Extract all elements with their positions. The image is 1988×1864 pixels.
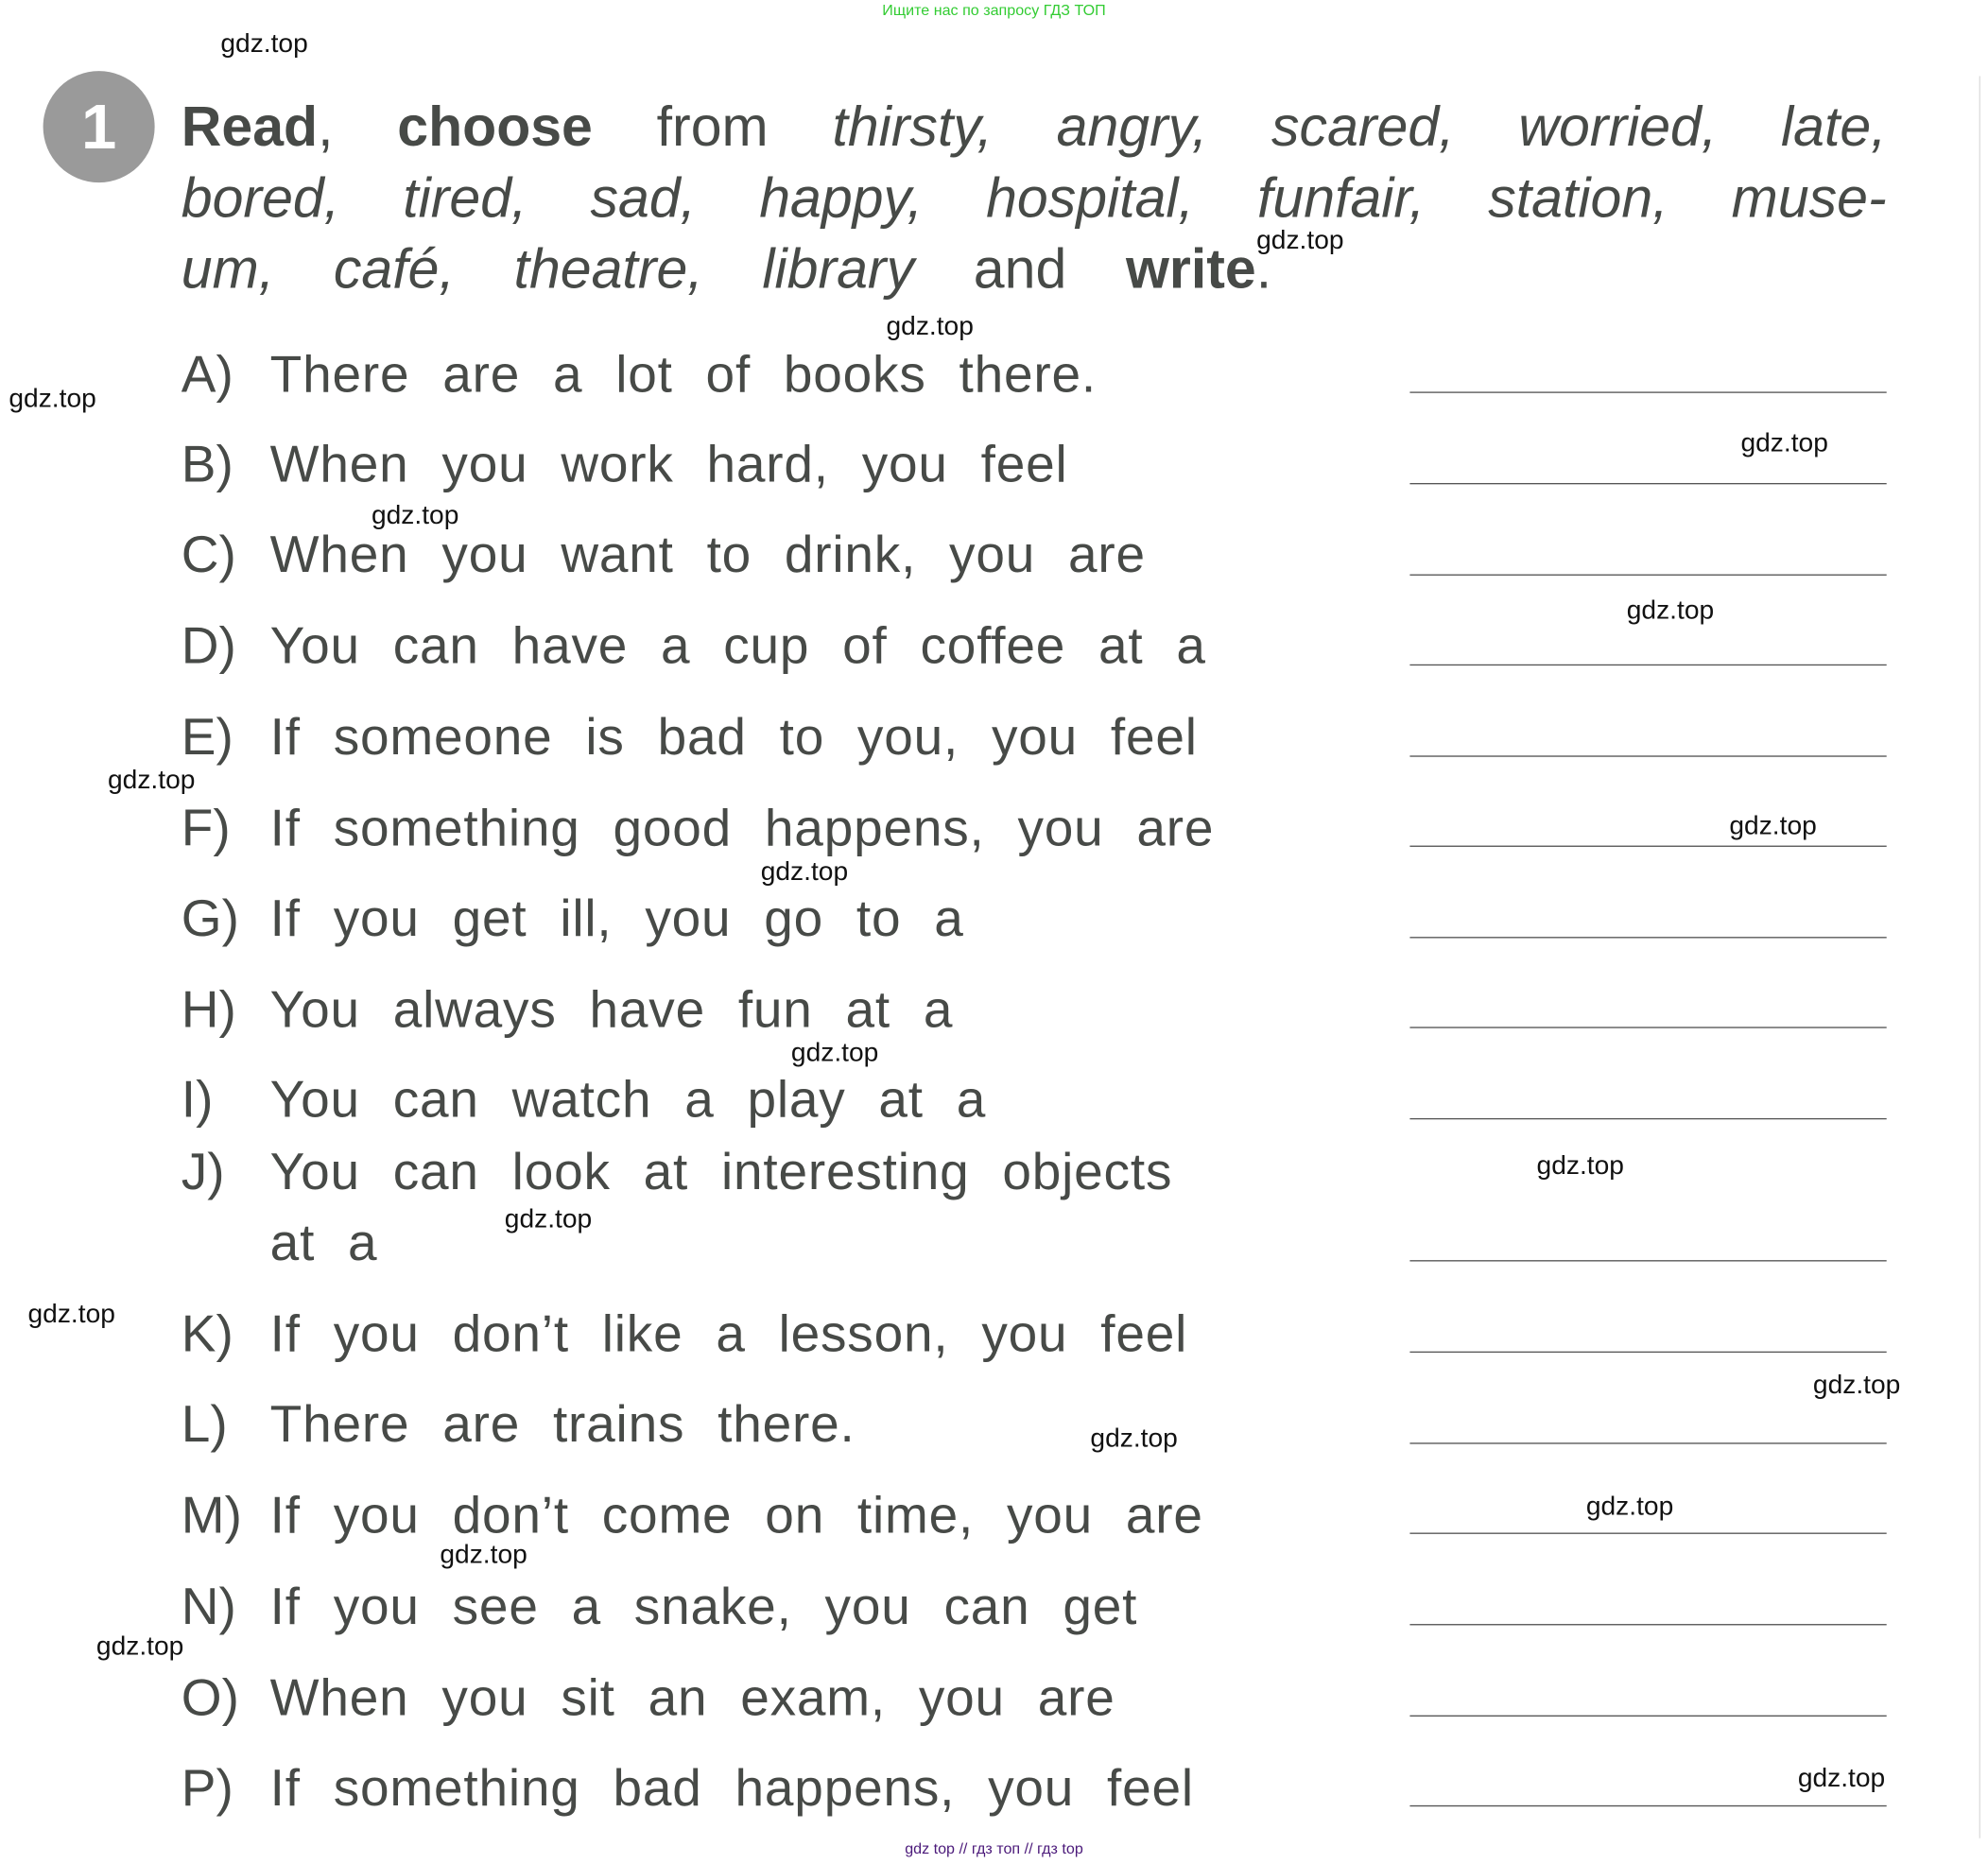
item-sentence: If you see a snake, you can get bbox=[269, 1577, 1138, 1636]
bottom-note: gdz top // гдз топ // гдз top bbox=[905, 1839, 1083, 1857]
answer-blank-line[interactable] bbox=[1409, 1533, 1886, 1534]
instruction-word: theatre, bbox=[513, 238, 703, 301]
instruction-word: and bbox=[973, 238, 1067, 301]
item-sentence: If you get ill, you go to a bbox=[269, 889, 964, 947]
item-sentence: When you work hard, you feel bbox=[269, 435, 1068, 493]
item-letter: M) bbox=[181, 1485, 242, 1545]
answer-blank-line[interactable] bbox=[1409, 483, 1886, 484]
watermark-text: gdz.top bbox=[440, 1540, 527, 1570]
answer-blank-line[interactable] bbox=[1409, 937, 1886, 938]
top-search-note: Ищите нас по запросу ГДЗ ТОП bbox=[882, 1, 1106, 20]
instruction-word: tired, bbox=[403, 167, 527, 230]
item-letter: I) bbox=[181, 1069, 214, 1129]
instruction-word: angry, bbox=[1056, 95, 1208, 159]
answer-blank-line[interactable] bbox=[1409, 1118, 1886, 1119]
item-sentence: You can look at interesting objects bbox=[269, 1142, 1173, 1201]
item-letter: H) bbox=[181, 979, 236, 1039]
watermark-text: gdz.top bbox=[1256, 225, 1344, 255]
item-letter: N) bbox=[181, 1577, 236, 1636]
watermark-text: gdz.top bbox=[220, 28, 308, 59]
instruction-word: sad, bbox=[590, 167, 697, 230]
instruction-word: scared, bbox=[1271, 95, 1455, 159]
watermark-text: gdz.top bbox=[1797, 1763, 1886, 1793]
answer-blank-line[interactable] bbox=[1409, 1352, 1886, 1353]
watermark-text: gdz.top bbox=[1729, 811, 1817, 841]
answer-blank-line[interactable] bbox=[1409, 575, 1886, 576]
item-letter: J) bbox=[181, 1142, 225, 1201]
instruction-word: late, bbox=[1781, 95, 1887, 159]
watermark-text: gdz.top bbox=[504, 1204, 593, 1234]
item-sentence: There are trains there. bbox=[269, 1394, 856, 1454]
page-edge-divider bbox=[1979, 76, 1980, 1838]
watermark-text: gdz.top bbox=[108, 766, 196, 795]
watermark-text: gdz.top bbox=[760, 856, 849, 887]
instruction-word: library bbox=[762, 238, 915, 301]
item-letter: P) bbox=[181, 1758, 233, 1817]
instruction-word: Read bbox=[181, 95, 319, 159]
watermark-text: gdz.top bbox=[27, 1299, 115, 1329]
instruction-word: um, bbox=[181, 238, 275, 301]
item-sentence-continued: at a bbox=[269, 1213, 378, 1272]
instruction-word: write bbox=[1126, 238, 1256, 301]
answer-blank-line[interactable] bbox=[1409, 1442, 1886, 1443]
item-sentence: You can have a cup of coffee at a bbox=[269, 615, 1206, 675]
instruction-word: choose bbox=[397, 95, 593, 159]
watermark-text: gdz.top bbox=[886, 311, 974, 341]
item-sentence: When you want to drink, you are bbox=[269, 525, 1146, 583]
item-letter: L) bbox=[181, 1394, 228, 1454]
instruction-line-2 bbox=[182, 167, 1887, 231]
watermark-text: gdz.top bbox=[1585, 1492, 1674, 1522]
answer-blank-line[interactable] bbox=[1409, 1624, 1886, 1625]
exercise-number-badge: 1 bbox=[43, 71, 155, 182]
item-sentence: If something good happens, you are bbox=[269, 798, 1215, 857]
item-sentence: If you don’t like a lesson, you feel bbox=[269, 1304, 1188, 1363]
item-letter: K) bbox=[181, 1304, 233, 1363]
item-sentence: There are a lot of books there. bbox=[269, 344, 1097, 404]
watermark-text: gdz.top bbox=[1536, 1150, 1624, 1181]
instruction-word: , bbox=[318, 95, 334, 159]
instruction-line-1 bbox=[182, 96, 1887, 160]
answer-blank-line[interactable] bbox=[1409, 664, 1886, 665]
instruction-word: happy, bbox=[759, 167, 923, 230]
item-letter: O) bbox=[181, 1668, 239, 1727]
item-sentence: When you sit an exam, you are bbox=[269, 1668, 1115, 1727]
watermark-text: gdz.top bbox=[9, 384, 96, 414]
instruction-word: funfair, bbox=[1257, 167, 1426, 230]
instruction-word: bored, bbox=[181, 167, 340, 230]
instruction-word: station, bbox=[1488, 167, 1668, 230]
instruction-word: from bbox=[656, 95, 769, 159]
watermark-text: gdz.top bbox=[371, 500, 459, 530]
watermark-text: gdz.top bbox=[1090, 1424, 1178, 1454]
instruction-word: muse- bbox=[1731, 167, 1887, 230]
item-sentence: If someone is bad to you, you feel bbox=[269, 707, 1198, 767]
instruction-line-3 bbox=[182, 238, 1271, 302]
item-sentence: You always have fun at a bbox=[269, 979, 954, 1039]
instruction-word: café, bbox=[333, 238, 455, 301]
answer-blank-line[interactable] bbox=[1409, 391, 1886, 392]
answer-blank-line[interactable] bbox=[1409, 755, 1886, 756]
item-sentence: You can watch a play at a bbox=[269, 1069, 987, 1129]
instruction-word: thirsty, bbox=[832, 95, 993, 159]
item-letter: C) bbox=[181, 525, 236, 583]
item-letter: A) bbox=[181, 344, 233, 404]
item-sentence: If you don’t come on time, you are bbox=[269, 1485, 1203, 1545]
watermark-text: gdz.top bbox=[790, 1038, 879, 1068]
answer-blank-line[interactable] bbox=[1409, 1805, 1886, 1806]
item-letter: G) bbox=[181, 889, 239, 947]
instruction-word: worried, bbox=[1518, 95, 1718, 159]
item-letter: B) bbox=[181, 435, 233, 493]
item-letter: D) bbox=[181, 615, 236, 675]
item-letter: F) bbox=[181, 798, 231, 857]
item-sentence: If something bad happens, you feel bbox=[269, 1758, 1194, 1817]
instruction-word: hospital, bbox=[986, 167, 1194, 230]
watermark-text: gdz.top bbox=[95, 1631, 184, 1661]
answer-blank-line[interactable] bbox=[1409, 1716, 1886, 1717]
watermark-text: gdz.top bbox=[1626, 595, 1715, 626]
watermark-text: gdz.top bbox=[1812, 1370, 1901, 1400]
instruction-word: . bbox=[1255, 238, 1272, 301]
watermark-text: gdz.top bbox=[1740, 428, 1828, 458]
answer-blank-line[interactable] bbox=[1409, 846, 1886, 847]
item-letter: E) bbox=[181, 707, 233, 767]
answer-blank-line[interactable] bbox=[1409, 1260, 1886, 1261]
